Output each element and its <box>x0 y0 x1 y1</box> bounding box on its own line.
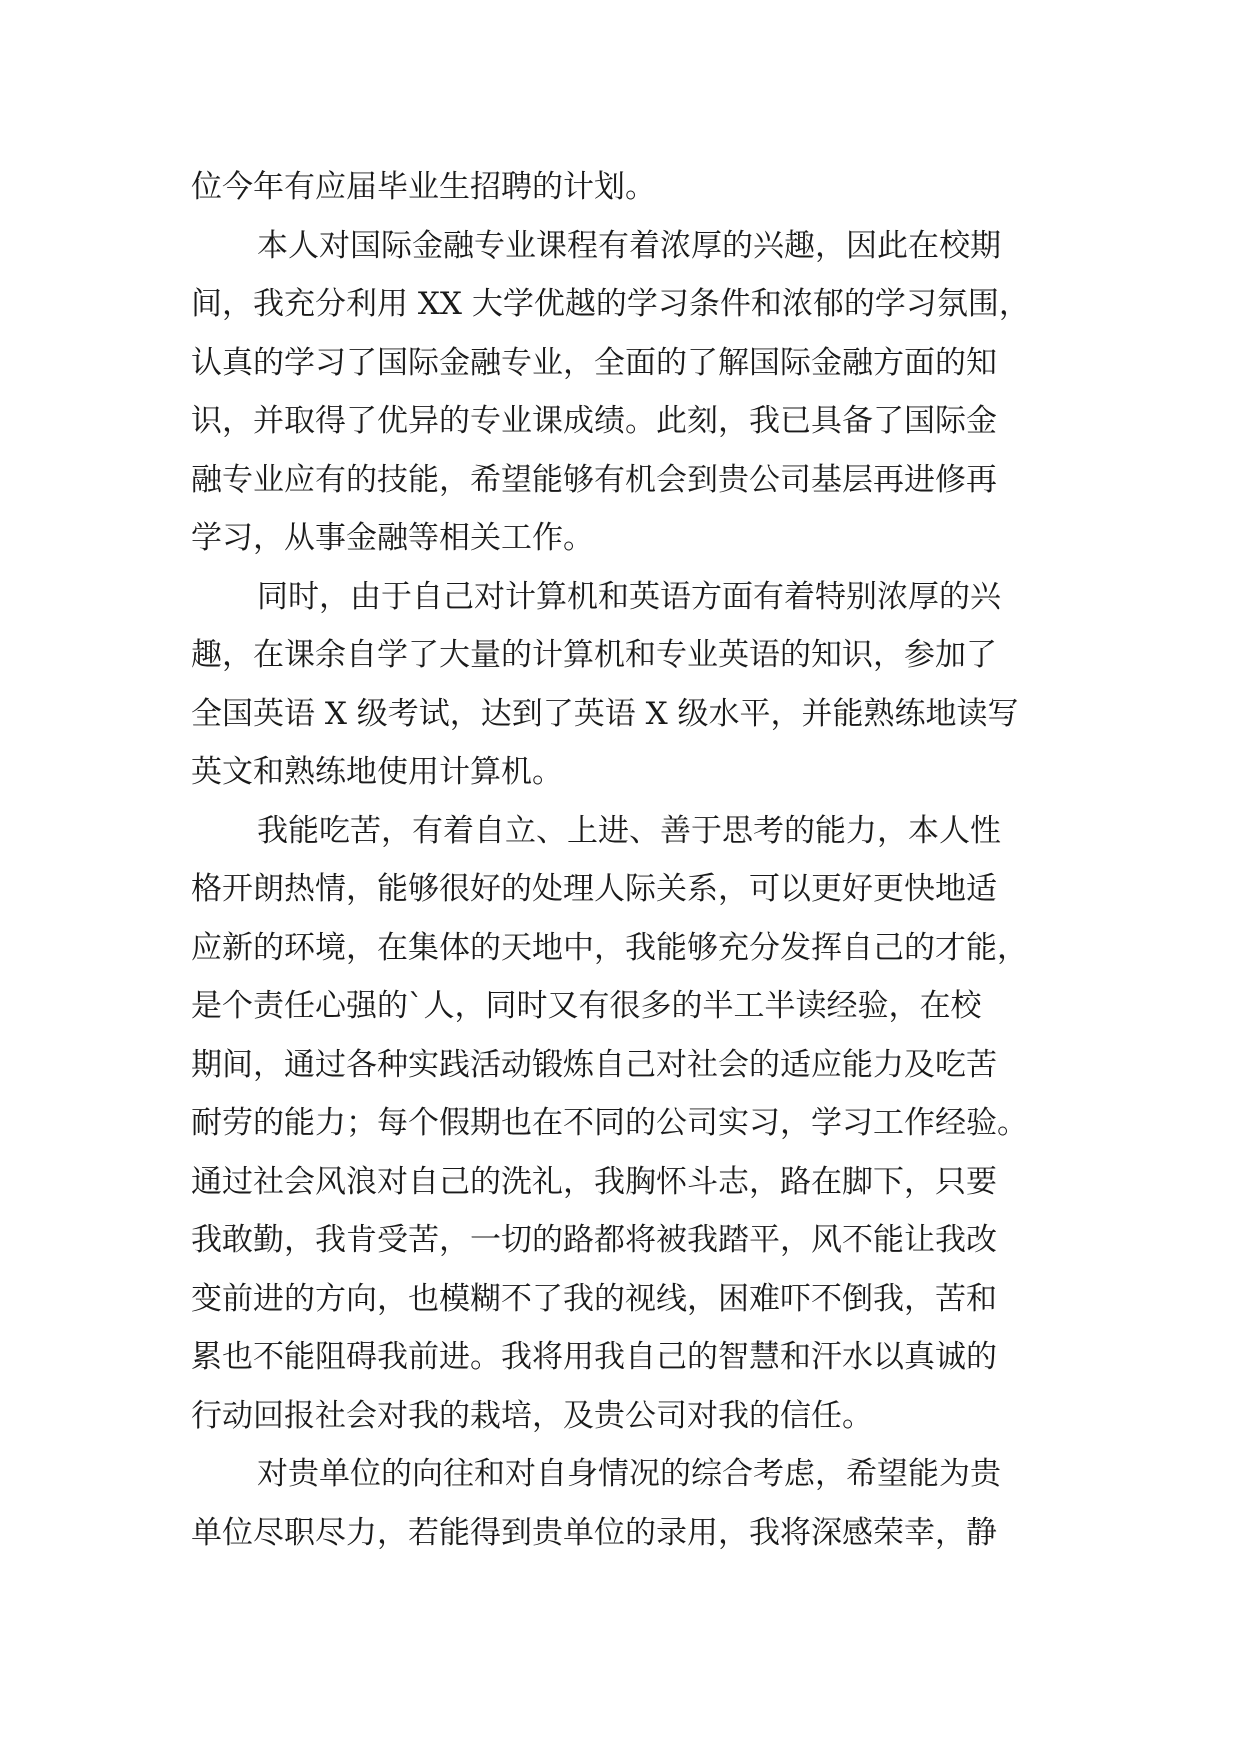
letter-body <box>191 158 1053 1562</box>
text-line: 行动回报社会对我的栽培，及贵公司对我的信任。 <box>191 1397 873 1434</box>
text-line: 识，并取得了优异的专业课成绩。此刻，我已具备了国际金 <box>191 403 997 439</box>
text-line: 通过社会风浪对自己的洗礼，我胸怀斗志，路在脚下，只要 <box>191 1163 997 1200</box>
text-line: 耐劳的能力；每个假期也在不同的公司实习，学习工作经验。 <box>191 1105 1028 1141</box>
text-line: 期间，通过各种实践活动锻炼自己对社会的适应能力及吃苦 <box>191 1046 997 1083</box>
text-line: 认真的学习了国际金融专业，全面的了解国际金融方面的知 <box>191 344 997 381</box>
text-line: 是个责任心强的`人，同时又有很多的半工半读经验，在校 <box>191 988 982 1024</box>
text-line: 对贵单位的向往和对自身情况的综合考虑，希望能为贵 <box>257 1456 1001 1492</box>
text-line: 应新的环境，在集体的天地中，我能够充分发挥自己的才能， <box>191 929 1028 966</box>
text-line: 全国英语 X 级考试，达到了英语 X 级水平，并能熟练地读写 <box>191 695 1019 732</box>
text-line: 格开朗热情，能够很好的处理人际关系，可以更好更快地适 <box>191 871 997 907</box>
text-line: 我敢勤，我肯受苦，一切的路都将被我踏平，风不能让我改 <box>191 1222 997 1258</box>
text-line: 同时，由于自己对计算机和英语方面有着特别浓厚的兴 <box>257 578 1001 615</box>
text-line: 英文和熟练地使用计算机。 <box>191 754 563 790</box>
text-line: 位今年有应届毕业生招聘的计划。 <box>191 169 656 205</box>
text-line: 融专业应有的技能，希望能够有机会到贵公司基层再进修再 <box>191 461 997 498</box>
text-line: 我能吃苦，有着自立、上进、善于思考的能力，本人性 <box>257 812 1001 849</box>
text-line: 累也不能阻碍我前进。我将用我自己的智慧和汗水以真诚的 <box>191 1339 997 1375</box>
text-line: 学习，从事金融等相关工作。 <box>191 520 594 556</box>
text-line: 趣，在课余自学了大量的计算机和专业英语的知识，参加了 <box>191 637 997 673</box>
text-line: 间，我充分利用 XX 大学优越的学习条件和浓郁的学习氛围， <box>191 286 1030 322</box>
text-line: 变前进的方向，也模糊不了我的视线，困难吓不倒我，苦和 <box>191 1280 997 1317</box>
text-line: 单位尽职尽力，若能得到贵单位的录用，我将深感荣幸，静 <box>191 1514 997 1551</box>
text-line: 本人对国际金融专业课程有着浓厚的兴趣，因此在校期 <box>257 227 1001 264</box>
